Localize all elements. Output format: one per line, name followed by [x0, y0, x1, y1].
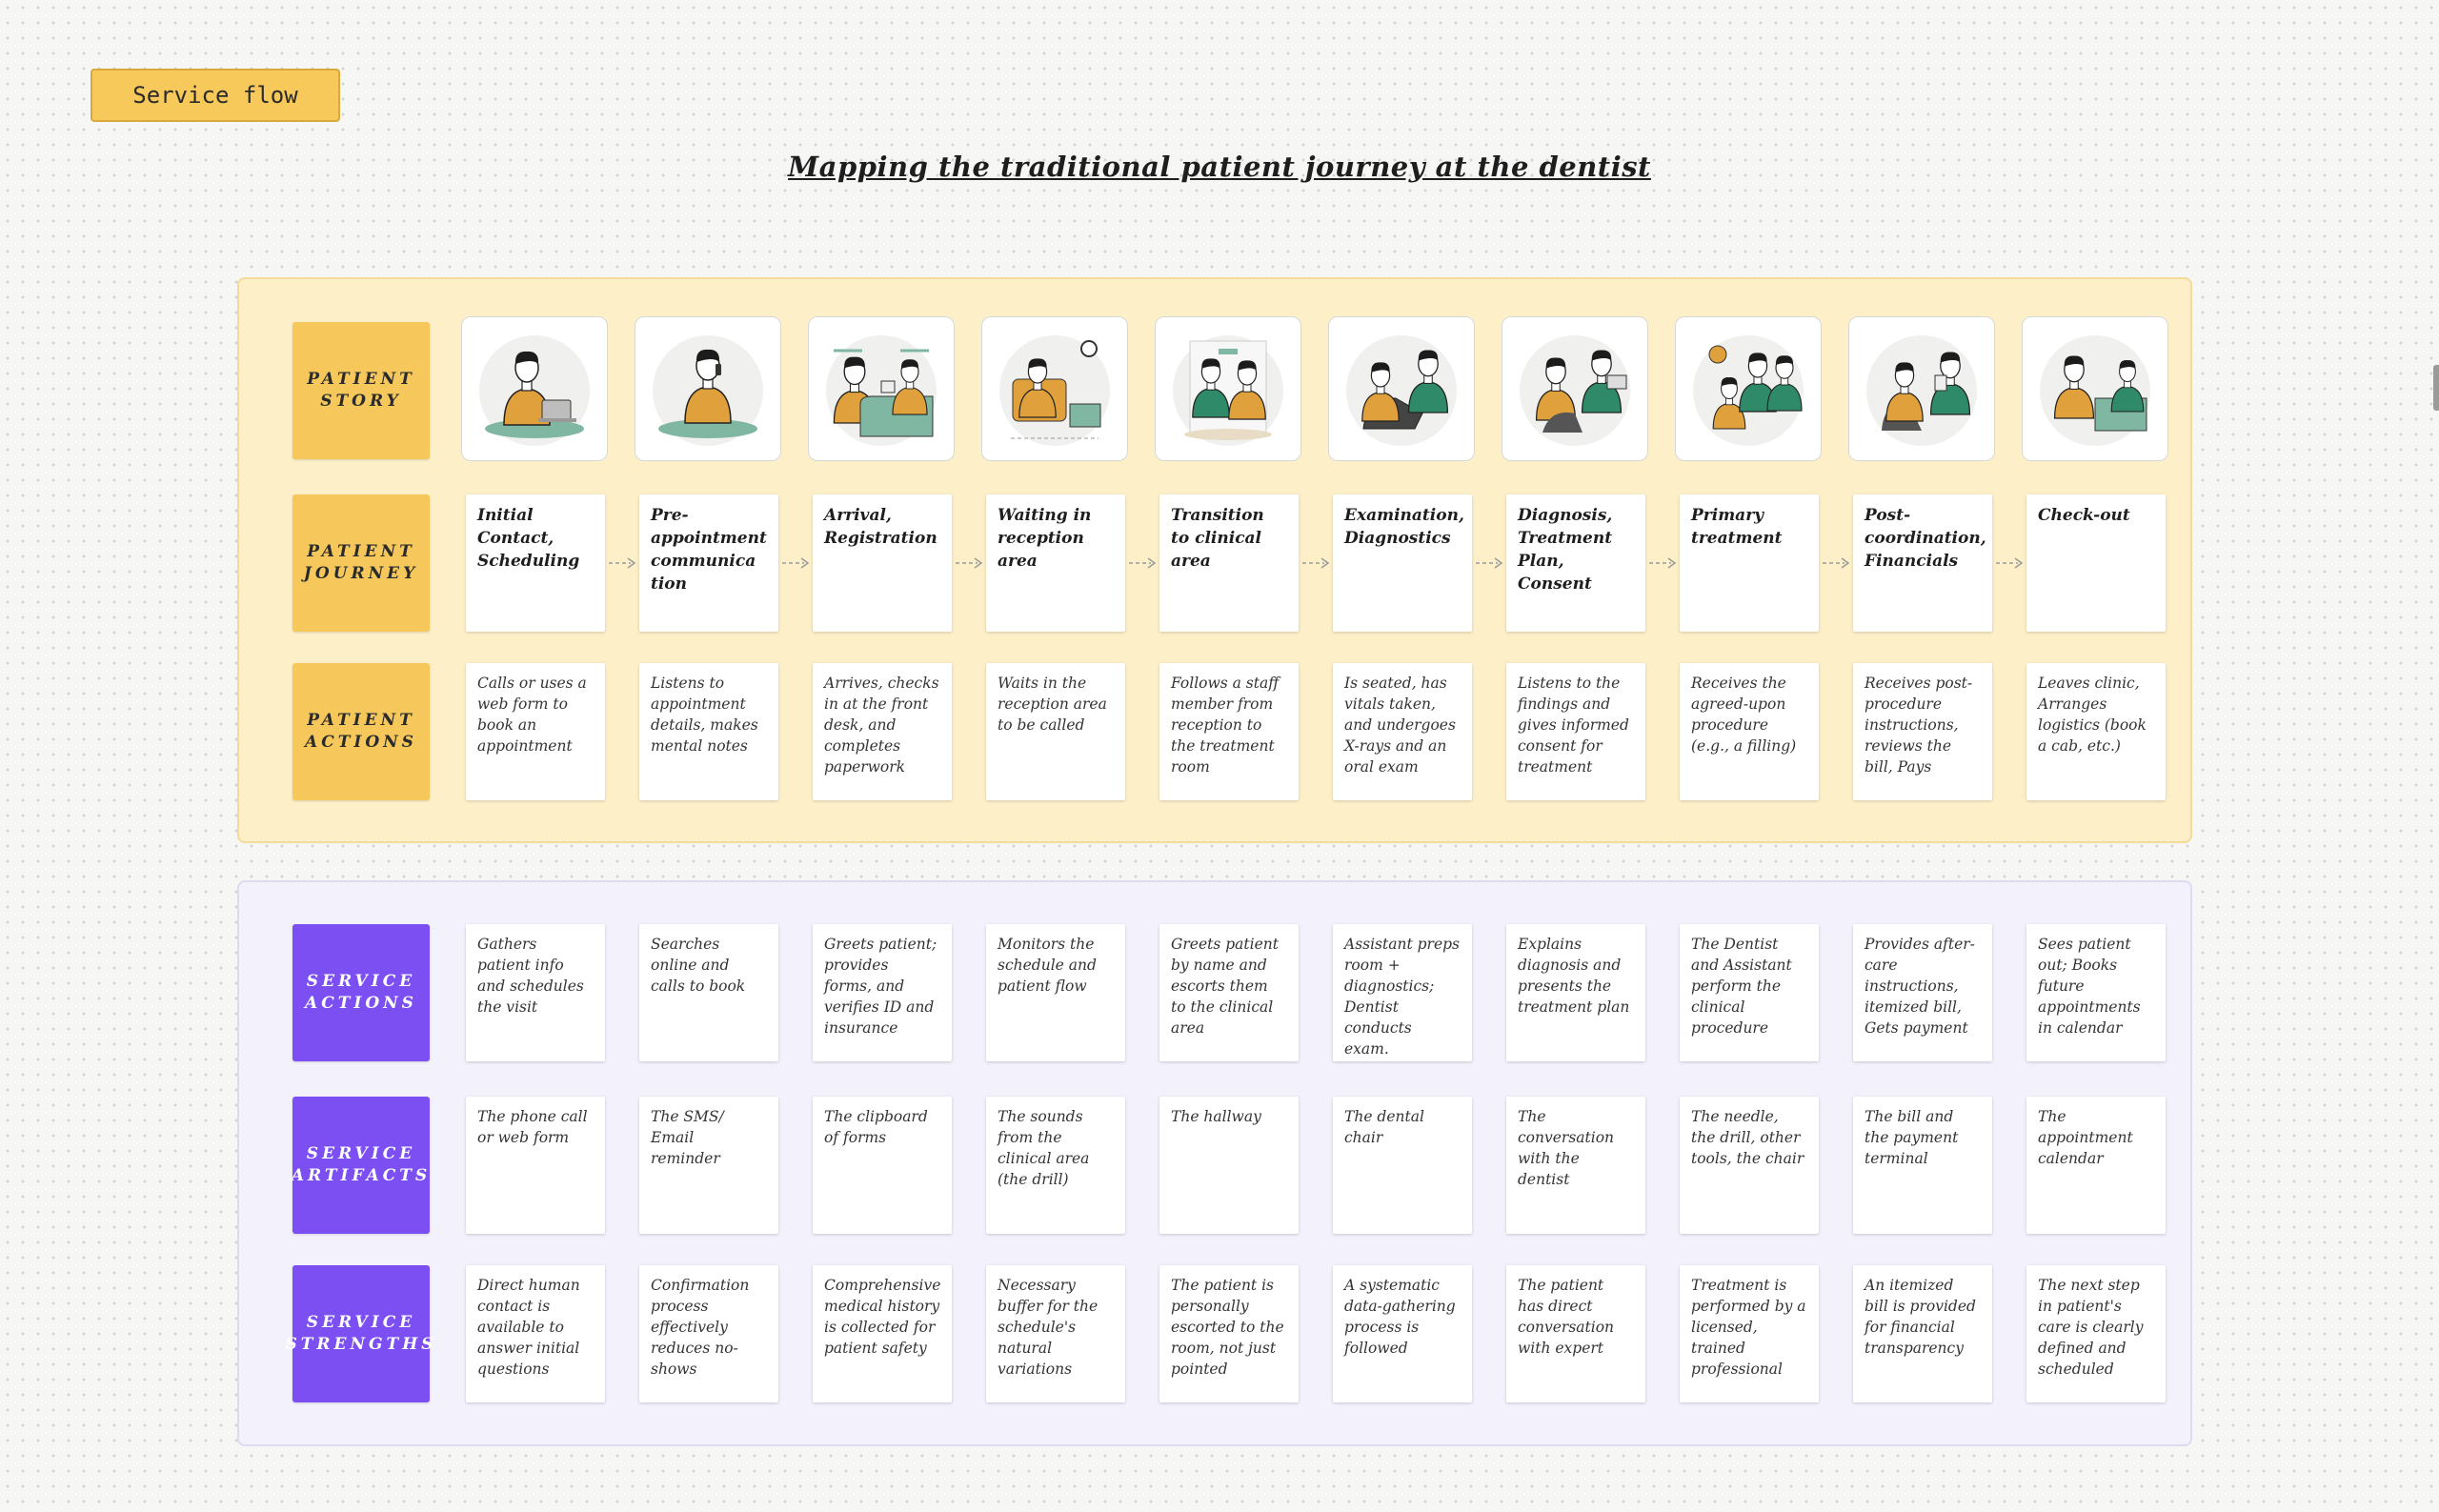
service-strength-card[interactable]: A systematic data-gathering process is followed — [1333, 1265, 1472, 1402]
flow-arrow-connector — [1128, 556, 1157, 570]
service-strength-card[interactable]: Comprehensive medical history is collected for patient safety — [813, 1265, 952, 1402]
row-label-service-actions: SERVICE ACTIONS — [292, 924, 430, 1061]
patient-action-card[interactable]: Listens to the findings and gives informed consent for treatment — [1506, 663, 1645, 800]
patient-action-card[interactable]: Listens to appointment details, makes mental notes — [639, 663, 778, 800]
story-illustration-waiting-room-icon[interactable] — [981, 316, 1128, 461]
flow-arrow-connector — [955, 556, 983, 570]
story-illustration-person-on-phone-icon[interactable] — [635, 316, 781, 461]
service-action-card[interactable]: Provides after-care instructions, itemized bill, Gets payment — [1853, 924, 1992, 1061]
page-title: Mapping the traditional patient journey at the dentist — [788, 151, 1651, 183]
journey-card[interactable]: Primary treatment — [1680, 494, 1819, 632]
patient-action-card[interactable]: Is seated, has vitals taken, and undergoes X-rays and an oral exam — [1333, 663, 1472, 800]
patient-action-card[interactable]: Follows a staff member from reception to the treatment room — [1159, 663, 1299, 800]
service-strength-card[interactable]: The next step in patient's care is clearly defined and scheduled — [2026, 1265, 2166, 1402]
service-strength-card[interactable]: Direct human contact is available to answer initial questions — [466, 1265, 605, 1402]
service-strength-card[interactable]: The patient has direct conversation with expert — [1506, 1265, 1645, 1402]
journey-card[interactable]: Diagnosis, Treatment Plan, Consent — [1506, 494, 1645, 632]
flow-arrow-connector — [608, 556, 636, 570]
service-action-card[interactable]: Gathers patient info and schedules the visit — [466, 924, 605, 1061]
service-action-card[interactable]: Searches online and calls to book — [639, 924, 778, 1061]
frame-label[interactable]: Service flow — [91, 69, 340, 122]
service-strength-card[interactable]: Necessary buffer for the schedule's natural variations — [986, 1265, 1125, 1402]
story-illustration-treatment-plan-icon[interactable] — [1502, 316, 1648, 461]
patient-action-card[interactable]: Leaves clinic, Arranges logistics (book a cab, etc.) — [2026, 663, 2166, 800]
journey-card[interactable]: Post-coordination, Financials — [1853, 494, 1992, 632]
patient-action-card[interactable]: Receives post-procedure instructions, reviews the bill, Pays — [1853, 663, 1992, 800]
patient-action-card[interactable]: Arrives, checks in at the front desk, and completes paperwork — [813, 663, 952, 800]
journey-card[interactable]: Initial Contact, Scheduling — [466, 494, 605, 632]
service-strength-card[interactable]: The patient is personally escorted to the room, not just pointed — [1159, 1265, 1299, 1402]
service-artifact-card[interactable]: The phone call or web form — [466, 1097, 605, 1234]
service-artifact-card[interactable]: The dental chair — [1333, 1097, 1472, 1234]
story-illustration-person-with-laptop-icon[interactable] — [461, 316, 608, 461]
journey-card[interactable]: Pre-appointment communica tion — [639, 494, 778, 632]
service-artifact-card[interactable]: The bill and the payment terminal — [1853, 1097, 1992, 1234]
journey-card[interactable]: Examination, Diagnostics — [1333, 494, 1472, 632]
service-action-card[interactable]: Assistant preps room + diagnostics; Dentist conducts exam. — [1333, 924, 1472, 1061]
service-strength-card[interactable]: An itemized bill is provided for financial transparency — [1853, 1265, 1992, 1402]
service-action-card[interactable]: Sees patient out; Books future appointments in calendar — [2026, 924, 2166, 1061]
service-action-card[interactable]: Explains diagnosis and presents the treatment plan — [1506, 924, 1645, 1061]
story-illustration-reception-desk-icon[interactable] — [808, 316, 955, 461]
service-artifact-card[interactable]: The hallway — [1159, 1097, 1299, 1234]
service-artifact-card[interactable]: The needle, the drill, other tools, the chair — [1680, 1097, 1819, 1234]
service-artifact-card[interactable]: The clipboard of forms — [813, 1097, 952, 1234]
patient-action-card[interactable]: Receives the agreed-upon procedure (e.g., a filling) — [1680, 663, 1819, 800]
row-label-patient-journey: PATIENT JOURNEY — [292, 494, 430, 632]
story-illustration-primary-treatment-icon[interactable] — [1675, 316, 1822, 461]
flow-arrow-connector — [1822, 556, 1850, 570]
story-illustration-post-coordination-icon[interactable] — [1848, 316, 1995, 461]
journey-card[interactable]: Transition to clinical area — [1159, 494, 1299, 632]
service-artifact-card[interactable]: The appointment calendar — [2026, 1097, 2166, 1234]
flow-arrow-connector — [1648, 556, 1677, 570]
journey-card[interactable]: Check-out — [2026, 494, 2166, 632]
flow-arrow-connector — [1995, 556, 2024, 570]
service-action-card[interactable]: Monitors the schedule and patient flow — [986, 924, 1125, 1061]
service-action-card[interactable]: Greets patient; provides forms, and verifies ID and insurance — [813, 924, 952, 1061]
patient-action-card[interactable]: Calls or uses a web form to book an appointment — [466, 663, 605, 800]
flow-arrow-connector — [1301, 556, 1330, 570]
service-artifact-card[interactable]: The SMS/ Email reminder — [639, 1097, 778, 1234]
flow-arrow-connector — [1475, 556, 1503, 570]
story-illustration-hallway-escort-icon[interactable] — [1155, 316, 1301, 461]
story-illustration-check-out-icon[interactable] — [2022, 316, 2168, 461]
row-label-patient-actions: PATIENT ACTIONS — [292, 663, 430, 800]
service-artifact-card[interactable]: The sounds from the clinical area (the drill) — [986, 1097, 1125, 1234]
side-panel-handle[interactable] — [2433, 365, 2439, 411]
service-action-card[interactable]: Greets patient by name and escorts them to the clinical area — [1159, 924, 1299, 1061]
patient-action-card[interactable]: Waits in the reception area to be called — [986, 663, 1125, 800]
row-label-patient-story: PATIENT STORY — [292, 322, 430, 459]
row-label-service-artifacts: SERVICE ARTIFACTS — [292, 1097, 430, 1234]
flow-arrow-connector — [781, 556, 810, 570]
journey-card[interactable]: Arrival, Registration — [813, 494, 952, 632]
service-strength-card[interactable]: Treatment is performed by a licensed, trained professional — [1680, 1265, 1819, 1402]
row-label-service-strengths: SERVICE STRENGTHS — [292, 1265, 430, 1402]
story-illustration-dental-exam-icon[interactable] — [1328, 316, 1475, 461]
service-artifact-card[interactable]: The conversation with the dentist — [1506, 1097, 1645, 1234]
service-action-card[interactable]: The Dentist and Assistant perform the clinical procedure — [1680, 924, 1819, 1061]
service-strength-card[interactable]: Confirmation process effectively reduces no-shows — [639, 1265, 778, 1402]
journey-card[interactable]: Waiting in reception area — [986, 494, 1125, 632]
